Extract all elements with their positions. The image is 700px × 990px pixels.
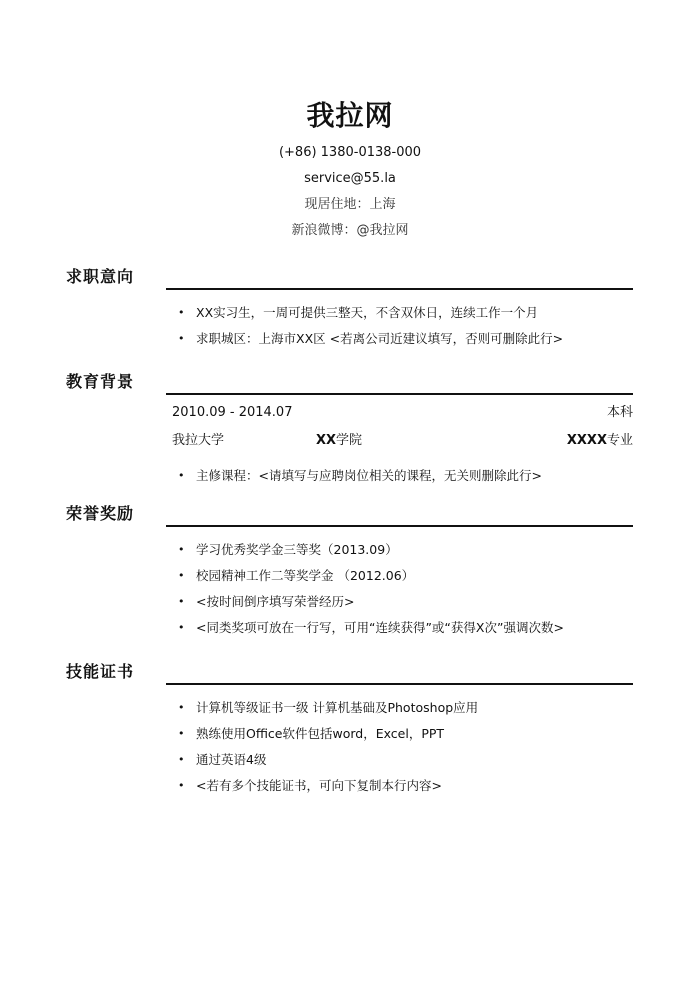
bullet-icon: • bbox=[178, 595, 185, 608]
list-item bbox=[178, 563, 633, 589]
section-divider bbox=[166, 525, 633, 527]
list-item bbox=[178, 773, 633, 799]
list-item-text: 学习优秀奖学金三等奖（2013.09） bbox=[196, 542, 398, 557]
list-item-text: <同类奖项可放在一行写，可用“连续获得”或“获得X次”强调次数> bbox=[196, 620, 564, 635]
bullet-icon: • bbox=[178, 727, 185, 740]
objective-list bbox=[66, 300, 633, 352]
education-list bbox=[66, 463, 633, 489]
college-name bbox=[316, 429, 362, 453]
list-item-text: <若有多个技能证书，可向下复制本行内容> bbox=[196, 778, 442, 793]
list-item bbox=[178, 589, 633, 615]
section-header bbox=[66, 661, 633, 691]
section-divider bbox=[166, 683, 633, 685]
list-item-text: 主修课程：<请填写与应聘岗位相关的课程，无关则删除此行> bbox=[196, 468, 542, 483]
list-item bbox=[178, 695, 633, 721]
list-item-text: 通过英语4级 bbox=[196, 752, 267, 767]
bullet-icon: • bbox=[178, 621, 185, 634]
list-item bbox=[178, 463, 633, 489]
bullet-icon: • bbox=[178, 569, 185, 582]
weibo-handle: 新浪微博：@我拉网 bbox=[291, 223, 409, 238]
section-title: 教育背景 bbox=[66, 372, 135, 391]
education-period-row bbox=[172, 401, 633, 425]
bullet-icon: • bbox=[178, 543, 185, 556]
education-degree: 本科 bbox=[606, 405, 633, 420]
list-item bbox=[178, 747, 633, 773]
section-divider bbox=[166, 288, 633, 290]
list-item bbox=[178, 300, 633, 326]
bullet-icon: • bbox=[178, 332, 185, 345]
section-skills bbox=[66, 661, 633, 799]
bullet-icon: • bbox=[178, 306, 185, 319]
section-title: 求职意向 bbox=[66, 267, 135, 286]
bullet-icon: • bbox=[178, 701, 185, 714]
list-item-text: 熟练使用Office软件包括word，Excel，PPT bbox=[196, 726, 445, 741]
section-education bbox=[66, 371, 633, 489]
list-item-text: 计算机等级证书一级 计算机基础及Photoshop应用 bbox=[196, 700, 479, 715]
list-item-text: XX实习生，一周可提供三整天，不含双休日，连续工作一个月 bbox=[196, 305, 539, 320]
education-period: 2010.09 - 2014.07 bbox=[172, 405, 293, 420]
phone-number: (+86) 1380-0138-000 bbox=[278, 145, 422, 160]
section-divider bbox=[166, 393, 633, 395]
section-header bbox=[66, 503, 633, 533]
residence: 现居住地：上海 bbox=[304, 197, 396, 212]
list-item-text: 校园精神工作二等奖学金 （2012.06） bbox=[196, 568, 415, 583]
major-name-bold: XXXX bbox=[566, 433, 607, 448]
bullet-icon: • bbox=[178, 469, 185, 482]
skills-list bbox=[66, 695, 633, 799]
section-honors bbox=[66, 503, 633, 641]
list-item bbox=[178, 537, 633, 563]
section-objective bbox=[66, 266, 633, 352]
college-name-suffix: 学院 bbox=[336, 433, 363, 448]
list-item-text: 求职城区：上海市XX区 <若离公司近建议填写，否则可删除此行> bbox=[196, 331, 564, 346]
email-address: service@55.la bbox=[304, 171, 396, 186]
section-header bbox=[66, 266, 633, 296]
list-item-text: <按时间倒序填写荣誉经历> bbox=[196, 594, 355, 609]
education-school-row bbox=[172, 429, 633, 453]
list-item bbox=[178, 326, 633, 352]
resume-header bbox=[0, 96, 700, 244]
section-header bbox=[66, 371, 633, 401]
list-item bbox=[178, 721, 633, 747]
college-name-bold: XX bbox=[316, 433, 337, 448]
list-item bbox=[178, 615, 633, 641]
bullet-icon: • bbox=[178, 779, 185, 792]
section-title: 荣誉奖励 bbox=[66, 504, 135, 523]
school-name: 我拉大学 bbox=[172, 433, 225, 448]
major-name bbox=[567, 429, 633, 453]
honors-list bbox=[66, 537, 633, 641]
candidate-name: 我拉网 bbox=[306, 99, 394, 132]
section-title: 技能证书 bbox=[66, 662, 135, 681]
bullet-icon: • bbox=[178, 753, 185, 766]
major-name-suffix: 专业 bbox=[606, 433, 633, 448]
